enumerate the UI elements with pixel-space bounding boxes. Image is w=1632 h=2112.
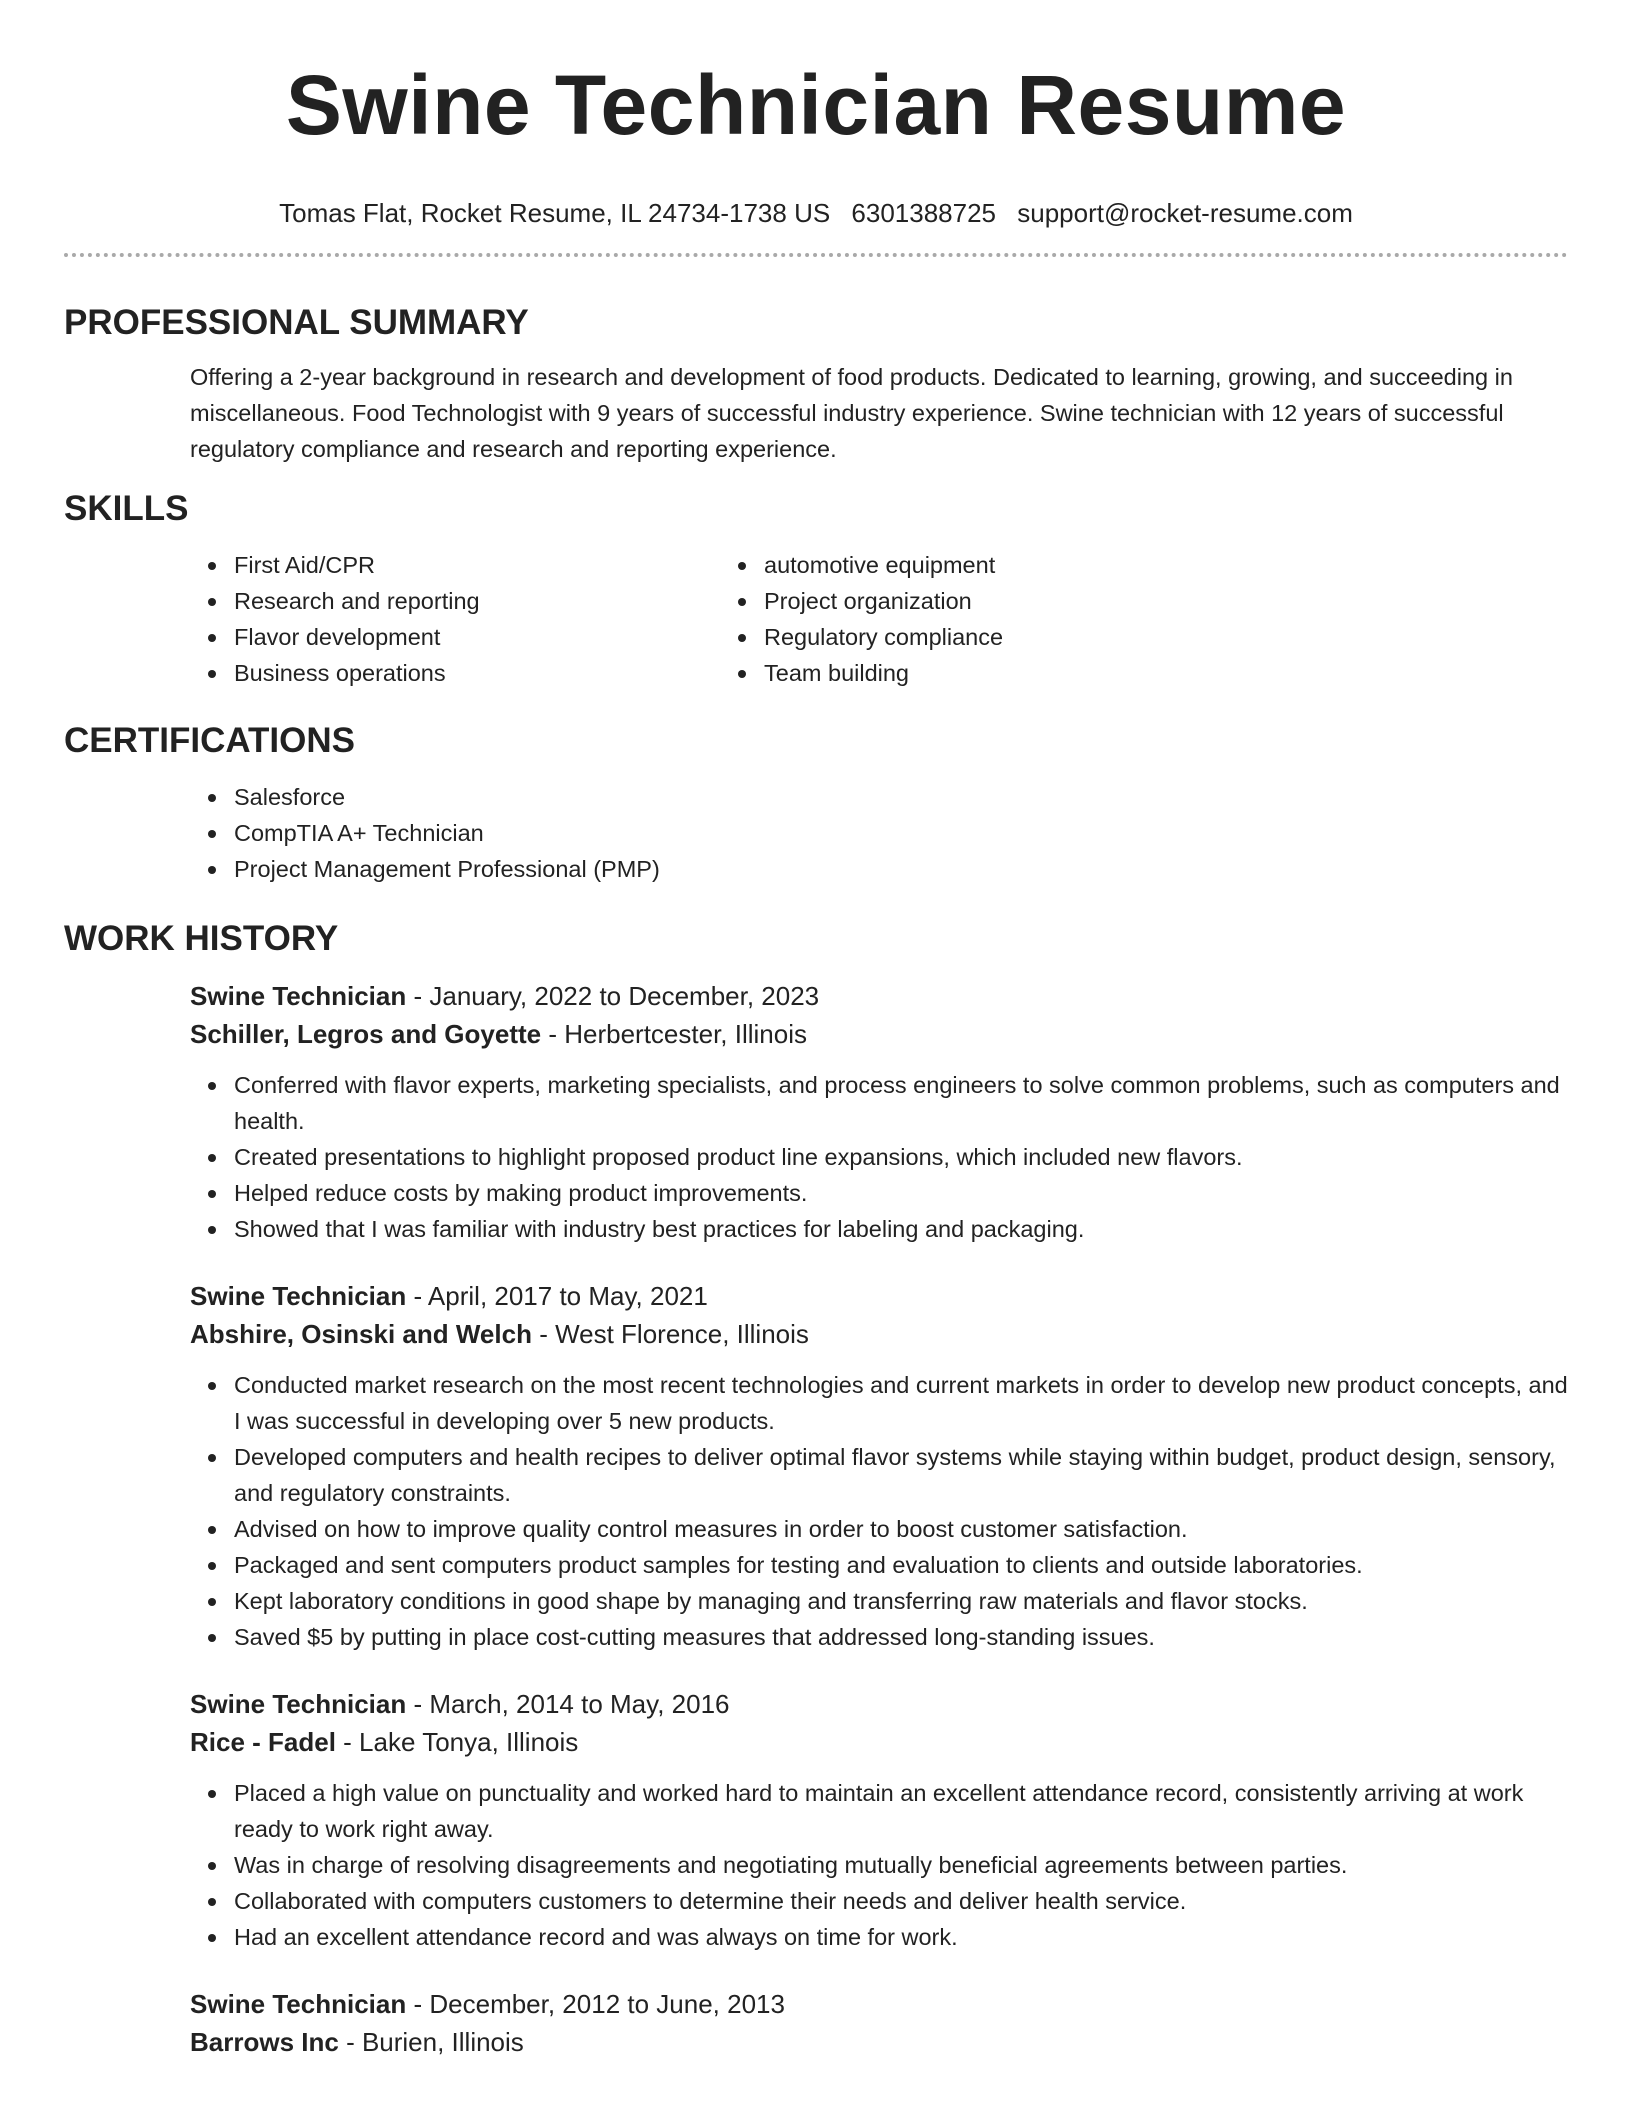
job-bullets xyxy=(190,1067,1568,1247)
job-bullet: Packaged and sent computers product samples for testing and evaluation to clients and outside laboratories. xyxy=(234,1547,1568,1583)
job-dates: - December, 2012 to June, 2013 xyxy=(413,1989,785,2019)
job-bullet: Kept laboratory conditions in good shape by managing and transferring raw materials and flavor stocks. xyxy=(234,1583,1568,1619)
job-company: Abshire, Osinski and Welch xyxy=(190,1319,532,1349)
job-location: - West Florence, Illinois xyxy=(539,1319,809,1349)
job-bullet: Collaborated with computers customers to determine their needs and deliver health service. xyxy=(234,1883,1568,1919)
job-bullet: Showed that I was familiar with industry best practices for labeling and packaging. xyxy=(234,1211,1568,1247)
skill-item: Regulatory compliance xyxy=(764,619,1444,655)
certifications-heading: CERTIFICATIONS xyxy=(64,721,356,760)
work-history-section xyxy=(64,917,1568,2061)
job-company-line xyxy=(190,1015,1568,1053)
job-entry xyxy=(190,1685,1568,1955)
job-bullet: Helped reduce costs by making product improvements. xyxy=(234,1175,1568,1211)
job-bullet: Conferred with flavor experts, marketing specialists, and process engineers to solve common problems, such as computers and health. xyxy=(234,1067,1568,1139)
certification-item: CompTIA A+ Technician xyxy=(234,815,1568,851)
job-company-line xyxy=(190,2023,1568,2061)
header-divider xyxy=(64,253,1568,257)
contact-address: Tomas Flat, Rocket Resume, IL 24734-1738 US xyxy=(279,198,831,228)
resume-title: Swine Technician Resume xyxy=(285,58,1347,152)
job-bullet: Placed a high value on punctuality and worked hard to maintain an excellent attendance record, consistently arriving at work ready to work right away. xyxy=(234,1775,1568,1847)
job-company: Barrows Inc xyxy=(190,2027,339,2057)
skill-item: First Aid/CPR xyxy=(234,547,914,583)
job-entry xyxy=(190,977,1568,1247)
summary-section xyxy=(64,301,1568,467)
job-bullet: Created presentations to highlight proposed product line expansions, which included new flavors. xyxy=(234,1139,1568,1175)
job-dates: - January, 2022 to December, 2023 xyxy=(413,981,820,1011)
contact-line xyxy=(64,197,1568,229)
skill-item: Flavor development xyxy=(234,619,914,655)
job-bullet: Saved $5 by putting in place cost-cutting measures that addressed long-standing issues. xyxy=(234,1619,1568,1655)
certification-item: Salesforce xyxy=(234,779,1568,815)
job-bullet: Was in charge of resolving disagreements and negotiating mutually beneficial agreements between parties. xyxy=(234,1847,1568,1883)
job-bullet: Conducted market research on the most recent technologies and current markets in order to develop new product concepts, and I was successful in developing over 5 new products. xyxy=(234,1367,1568,1439)
skill-item: Project organization xyxy=(764,583,1444,619)
job-entry xyxy=(190,1277,1568,1655)
job-title: Swine Technician xyxy=(190,981,407,1011)
summary-text: Offering a 2-year background in research and development of food products. Dedicated to learning, growing, and succeeding in miscellaneous. Food Technologist with 9 years of successful industry experience. Swine technician with 12 years of successful regulatory compliance and research and reporting experience. xyxy=(190,364,1513,462)
skill-item: automotive equipment xyxy=(764,547,1444,583)
job-title-line xyxy=(190,1277,1568,1315)
summary-heading: PROFESSIONAL SUMMARY xyxy=(64,303,529,342)
job-bullets xyxy=(190,1367,1568,1655)
job-title-line xyxy=(190,1685,1568,1723)
work-history-heading: WORK HISTORY xyxy=(64,919,339,958)
skill-item: Research and reporting xyxy=(234,583,914,619)
job-company: Schiller, Legros and Goyette xyxy=(190,1019,542,1049)
job-bullet: Had an excellent attendance record and was always on time for work. xyxy=(234,1919,1568,1955)
job-bullets xyxy=(190,1775,1568,1955)
certification-item: Project Management Professional (PMP) xyxy=(234,851,1568,887)
skills-list-right xyxy=(764,547,1444,691)
job-title: Swine Technician xyxy=(190,1989,407,2019)
job-company: Rice - Fadel xyxy=(190,1727,336,1757)
skills-heading: SKILLS xyxy=(64,489,189,528)
job-dates: - March, 2014 to May, 2016 xyxy=(413,1689,730,1719)
job-company-line xyxy=(190,1315,1568,1353)
contact-phone: 6301388725 xyxy=(851,198,997,228)
contact-email: support@rocket-resume.com xyxy=(1017,198,1353,228)
certifications-list xyxy=(64,779,1568,887)
skill-item: Team building xyxy=(764,655,1444,691)
job-entry xyxy=(190,1985,1568,2061)
job-location: - Lake Tonya, Illinois xyxy=(343,1727,579,1757)
job-title-line xyxy=(190,1985,1568,2023)
job-location: - Herbertcester, Illinois xyxy=(548,1019,807,1049)
job-dates: - April, 2017 to May, 2021 xyxy=(413,1281,708,1311)
job-bullet: Developed computers and health recipes to deliver optimal flavor systems while staying within budget, product design, sensory, and regulatory constraints. xyxy=(234,1439,1568,1511)
skill-item: Business operations xyxy=(234,655,914,691)
job-title: Swine Technician xyxy=(190,1281,407,1311)
job-title-line xyxy=(190,977,1568,1015)
job-bullet: Advised on how to improve quality control measures in order to boost customer satisfaction. xyxy=(234,1511,1568,1547)
skills-columns xyxy=(64,547,1568,691)
job-company-line xyxy=(190,1723,1568,1761)
skills-section xyxy=(64,487,1568,691)
job-title: Swine Technician xyxy=(190,1689,407,1719)
certifications-section xyxy=(64,719,1568,887)
job-location: - Burien, Illinois xyxy=(346,2027,524,2057)
